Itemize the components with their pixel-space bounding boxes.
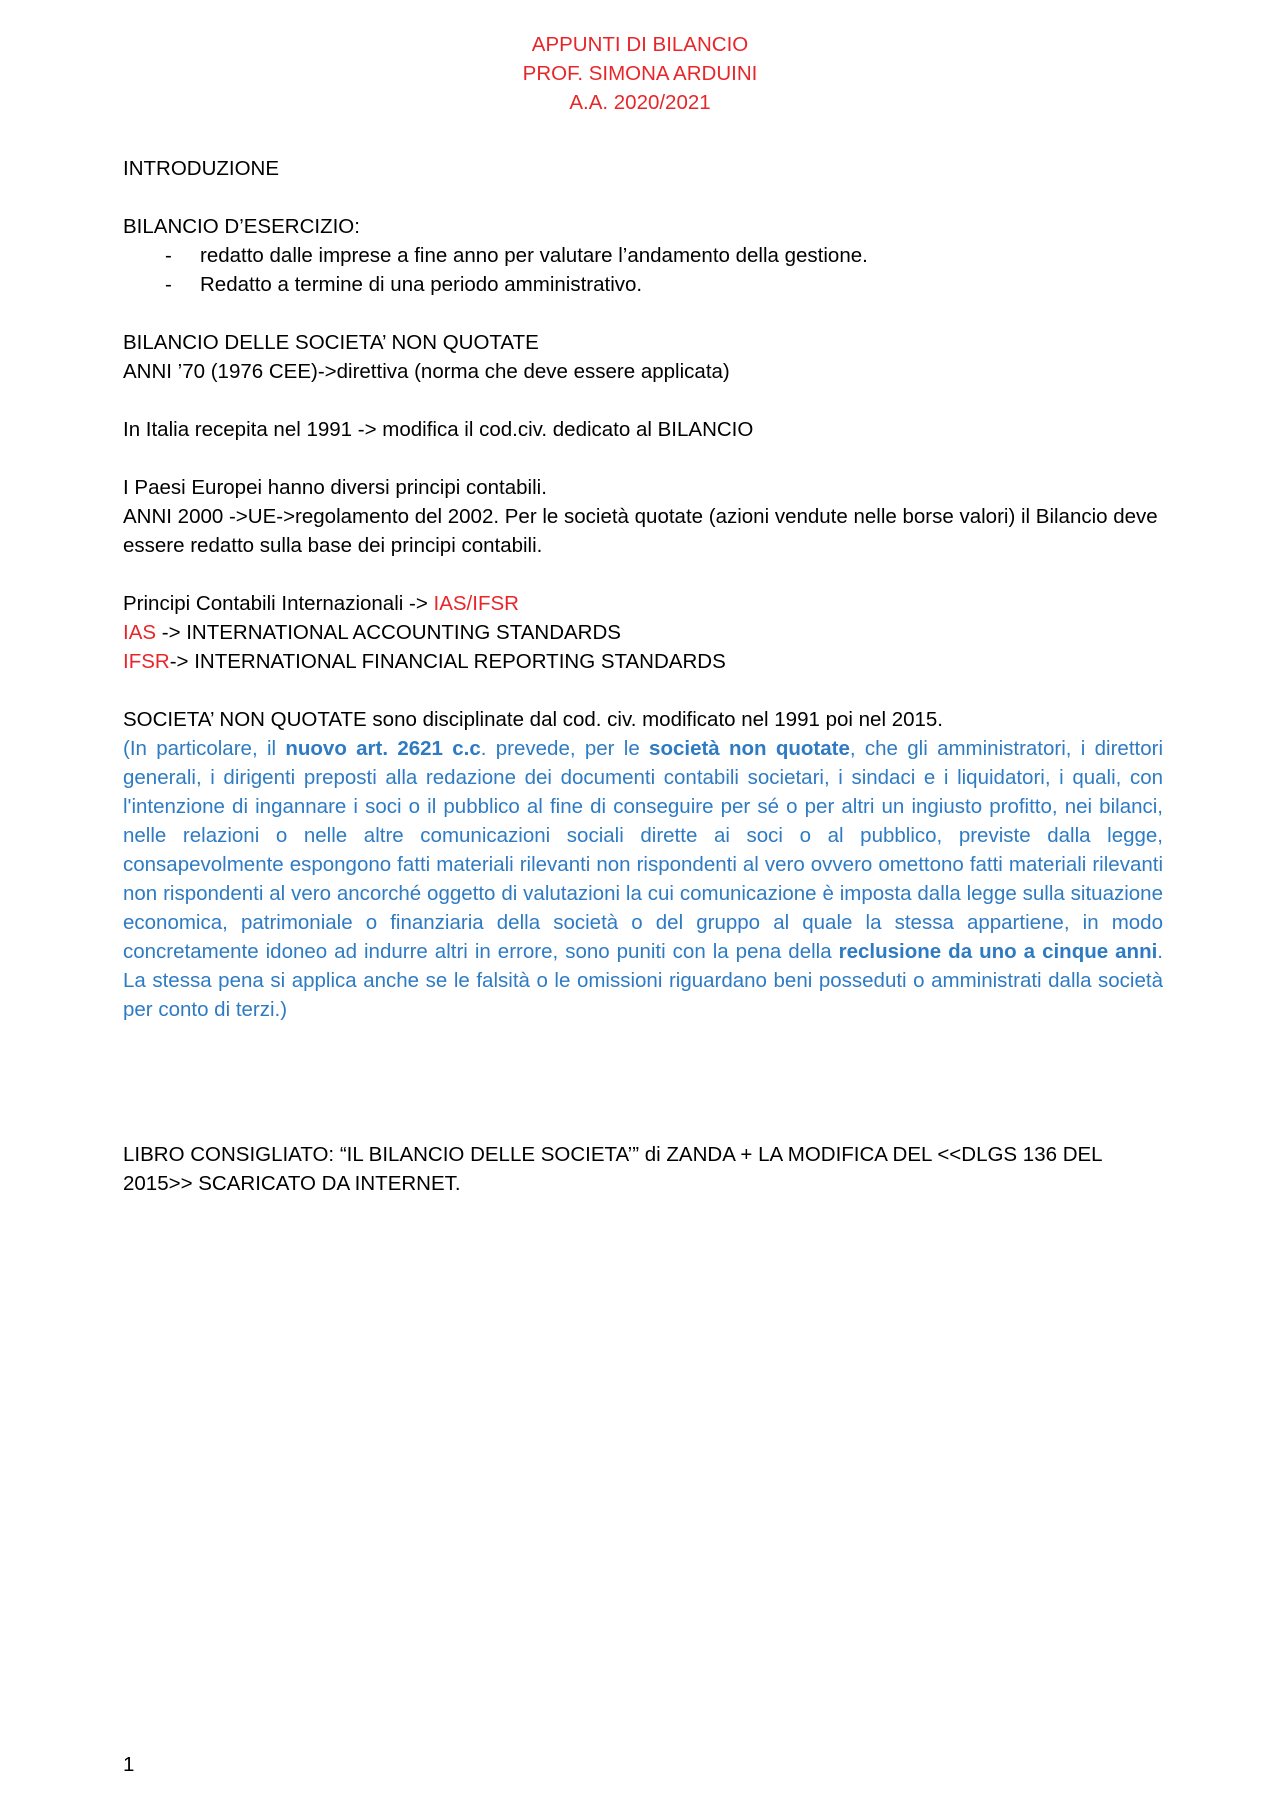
section-title-bilancio-esercizio: BILANCIO D’ESERCIZIO:: [123, 215, 360, 238]
art-2621-paragraph: [123, 734, 1163, 1024]
paragraph-text: . prevede, per le: [480, 737, 650, 760]
paragraph-text: (In particolare, il: [123, 737, 286, 760]
principi-line-1: [123, 589, 1163, 618]
societa-non-quotate-line: SOCIETA’ NON QUOTATE sono disciplinate dal cod. civ. modificato nel 1991 poi nel 2015.: [123, 708, 943, 731]
non-quotate-line: ANNI ’70 (1976 CEE)->direttiva (norma che deve essere applicata): [123, 360, 730, 383]
paesi-line-2: ANNI 2000 ->UE->regolamento del 2002. Per le società quotate (azioni vendute nelle borse valori) il Bilancio deve essere redatto sulla base dei principi contabili.: [123, 505, 1158, 557]
header-professor: PROF. SIMONA ARDUINI: [522, 62, 758, 85]
ifsr-acronym: IFSR: [123, 650, 170, 673]
ias-acronym: IAS: [123, 621, 157, 644]
header-academic-year: A.A. 2020/2021: [569, 91, 711, 114]
document-header: [0, 30, 1280, 117]
paragraph-bold-text: reclusione da uno a cinque anni: [838, 940, 1158, 963]
list-item-text: Redatto a termine di una periodo amministrativo.: [200, 273, 643, 296]
list-item-text: redatto dalle imprese a fine anno per valutare l’andamento della gestione.: [200, 244, 868, 267]
bullet-dash: -: [165, 244, 172, 267]
paragraph-bold-text: nuovo art. 2621 c.c: [285, 737, 481, 760]
principi-line-2: [123, 618, 1163, 647]
paragraph-text: , che gli amministratori, i direttori generali, i dirigenti preposti alla redazione dei documenti contabili societari, i sindaci e i liquidatori, i quali, con l'intenzione di ingannare i soci o il pubblico al fine di conseguire per sé o per altri un ingiusto profitto, nei bilanci, nelle relazioni o nelle altre comunicazioni sociali dirette ai soci o al pubblico, previste dalla legge, consapevolmente espongono fatti materiali rilevanti non rispondenti al vero ovvero omettono fatti materiali rilevanti non rispondenti al vero ancorché oggetto di valutazioni la cui comunicazione è imposta dalla legge sulla situazione economica, patrimoniale o finanziaria della società o del gruppo al quale la stessa appartiene, in modo concretamente idoneo ad indurre altri in errore, sono puniti con la pena della: [123, 737, 1164, 963]
list-item: [123, 241, 1163, 270]
paragraph-text: . La stessa pena si applica anche se le falsità o le omissioni riguardano beni posseduti o amministrati dalla società per conto di terzi.): [123, 940, 1163, 1021]
bilancio-esercizio-list: [123, 241, 1163, 299]
italia-line: In Italia recepita nel 1991 -> modifica il cod.civ. dedicato al BILANCIO: [123, 418, 754, 441]
document-body: [123, 154, 1163, 1198]
libro-consigliato: LIBRO CONSIGLIATO: “IL BILANCIO DELLE SOCIETA’” di ZANDA + LA MODIFICA DEL <<DLGS 136 DEL 2015>> SCARICATO DA INTERNET.: [123, 1143, 1102, 1195]
paesi-line-1: I Paesi Europei hanno diversi principi contabili.: [123, 476, 547, 499]
paragraph-bold-text: società non quotate: [649, 737, 850, 760]
section-title-introduzione: INTRODUZIONE: [123, 157, 280, 180]
principi-line-3: [123, 647, 1163, 676]
bullet-dash: -: [165, 273, 172, 296]
header-title: APPUNTI DI BILANCIO: [531, 33, 749, 56]
ifsr-definition: -> INTERNATIONAL FINANCIAL REPORTING STANDARDS: [169, 650, 726, 673]
page-number: 1: [123, 1753, 135, 1776]
section-title-non-quotate: BILANCIO DELLE SOCIETA’ NON QUOTATE: [123, 331, 539, 354]
ias-definition: -> INTERNATIONAL ACCOUNTING STANDARDS: [156, 621, 621, 644]
principi-prefix: Principi Contabili Internazionali ->: [123, 592, 434, 615]
list-item: [123, 270, 1163, 299]
principi-ias-ifsr: IAS/IFSR: [433, 592, 519, 615]
